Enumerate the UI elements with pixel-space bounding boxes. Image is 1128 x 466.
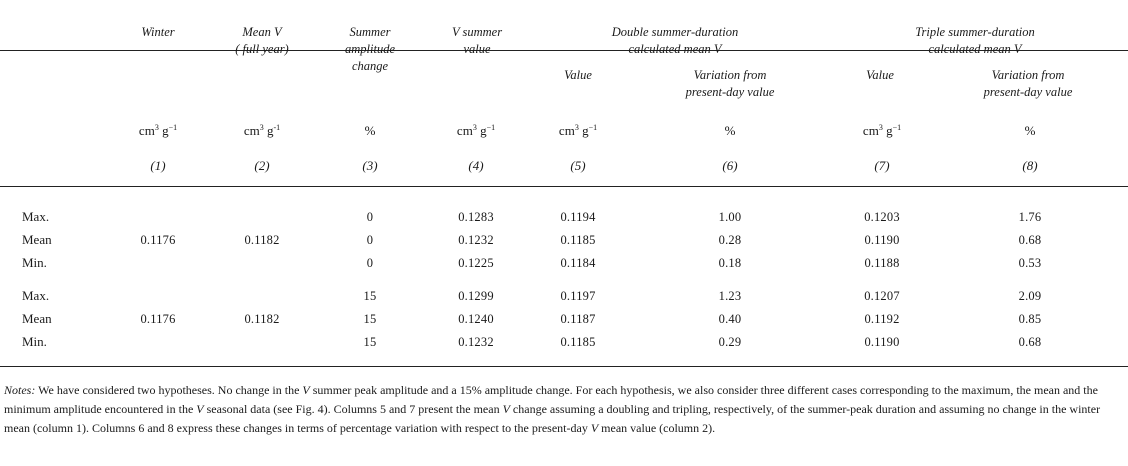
cell-c6: 1.00 [718, 210, 742, 224]
header-mean-v: Mean V [242, 25, 282, 39]
colnum-7: (7) [874, 158, 890, 173]
colnum-4: (4) [468, 158, 484, 173]
cell-c5: 0.1194 [560, 210, 596, 224]
cell-c4: 0.1299 [458, 289, 494, 303]
cell-c6: 0.28 [718, 233, 742, 247]
unit-col8: % [1024, 123, 1036, 138]
cell-c7: 0.1188 [864, 256, 900, 270]
cell-c7: 0.1190 [864, 335, 900, 349]
cell-c8: 0.85 [1018, 312, 1042, 326]
cell-c4: 0.1232 [458, 233, 494, 247]
notes-v-2: V [196, 402, 204, 416]
notes-text-1: We have considered two hypotheses. No change in the [35, 383, 303, 397]
subheader-value-5: Value [564, 68, 592, 82]
subheader-present-day-6: present-day value [685, 85, 775, 99]
row-label: Max. [22, 209, 50, 224]
cell-c5: 0.1185 [560, 233, 596, 247]
notes-v-1: V [302, 383, 310, 397]
cell-c5: 0.1184 [560, 256, 596, 270]
colnum-6: (6) [722, 158, 738, 173]
header-winter: Winter [141, 25, 175, 39]
notes-text-3: seasonal data (see Fig. 4). Columns 5 and 7 present the mean [203, 402, 503, 416]
cell-c3: 15 [363, 312, 377, 326]
header-double-duration: Double summer-duration [611, 25, 739, 39]
row-label: Max. [22, 288, 50, 303]
cell-c6: 1.23 [718, 289, 742, 303]
colnum-3: (3) [362, 158, 378, 173]
cell-c8: 2.09 [1018, 289, 1042, 303]
cell-c5: 0.1197 [560, 289, 596, 303]
unit-col2: $cm^3$ $g^{-1}$ [243, 123, 281, 138]
cell-c8: 0.68 [1018, 233, 1042, 247]
notes-text-5: mean value (column 2). [598, 421, 716, 435]
row-label: Min. [22, 334, 47, 349]
header-summer: Summer [349, 25, 391, 39]
cell-c4: 0.1225 [458, 256, 494, 270]
cell-winter: 0.1176 [140, 312, 176, 326]
colnum-8: (8) [1022, 158, 1038, 173]
cell-c3: 0 [366, 210, 374, 224]
notes-v-3: V [502, 402, 510, 416]
bottom-rule [0, 366, 1128, 367]
cell-c7: 0.1207 [864, 289, 900, 303]
unit-col1: $cm^3$ $g^{-1}$ [138, 123, 178, 138]
cell-c6: 0.18 [718, 256, 742, 270]
subheader-present-day-8: present-day value [983, 85, 1073, 99]
cell-c5: 0.1185 [560, 335, 596, 349]
notes-lead: Notes: [4, 383, 36, 397]
cell-c4: 0.1240 [458, 312, 494, 326]
cell-c5: 0.1187 [560, 312, 596, 326]
cell-winter: 0.1176 [140, 233, 176, 247]
table-notes [4, 381, 1124, 438]
subheader-variation-6: Variation from [693, 68, 767, 82]
colnum-2: (2) [254, 158, 270, 173]
unit-col3: % [364, 123, 376, 138]
header-v-summer-value: value [463, 42, 491, 56]
row-label: Min. [22, 255, 47, 270]
header-mean-v-full-year: ( full year) [235, 42, 289, 56]
notes-v-4: V [590, 421, 599, 435]
row-label: Mean [22, 311, 52, 326]
cell-c4: 0.1283 [458, 210, 494, 224]
cell-c8: 0.53 [1018, 256, 1042, 270]
cell-c8: 0.68 [1018, 335, 1042, 349]
cell-c4: 0.1232 [458, 335, 494, 349]
header-triple-duration: Triple summer-duration [915, 25, 1035, 39]
unit-col5: $cm^3$ $g^{-1}$ [558, 123, 598, 138]
header-double-calculated: calculated mean V [628, 42, 722, 56]
row-label: Mean [22, 232, 52, 247]
cell-c3: 0 [366, 233, 374, 247]
cell-c7: 0.1203 [864, 210, 900, 224]
cell-c6: 0.40 [718, 312, 742, 326]
cell-c3: 15 [363, 335, 377, 349]
cell-mean-v: 0.1182 [244, 233, 280, 247]
cell-c7: 0.1190 [864, 233, 900, 247]
unit-col4: $cm^3$ $g^{-1}$ [456, 123, 496, 138]
cell-c3: 0 [366, 256, 374, 270]
notes-text-2: summer peak amplitude and a 15% amplitude change. For each hypothesis, we also consider three different cases corresponding to the maximum, the mean and the minimum amplitude encountered in the [4, 383, 1098, 416]
cell-c6: 0.29 [718, 335, 742, 349]
notes-text-4: change assuming a doubling and tripling, respectively, of the summer-peak duration and assuming no change in the winter mean (column 1). Columns 6 and 8 express these changes in terms of percentage variation with respect to the present-day [4, 402, 1101, 435]
cell-c3: 15 [363, 289, 377, 303]
cell-c8: 1.76 [1018, 210, 1042, 224]
cell-c7: 0.1192 [864, 312, 900, 326]
unit-col7: $cm^3$ $g^{-1}$ [862, 123, 902, 138]
subheader-value-7: Value [866, 68, 894, 82]
unit-col6: % [724, 123, 736, 138]
subheader-variation-8: Variation from [991, 68, 1065, 82]
colnum-5: (5) [570, 158, 586, 173]
header-v-summer: V summer [451, 25, 503, 39]
colnum-1: (1) [150, 158, 166, 173]
cell-mean-v: 0.1182 [244, 312, 280, 326]
header-triple-calculated: calculated mean V [928, 42, 1022, 56]
header-change: change [351, 59, 389, 73]
header-rule [0, 186, 1128, 187]
header-amplitude: amplitude [345, 42, 395, 56]
